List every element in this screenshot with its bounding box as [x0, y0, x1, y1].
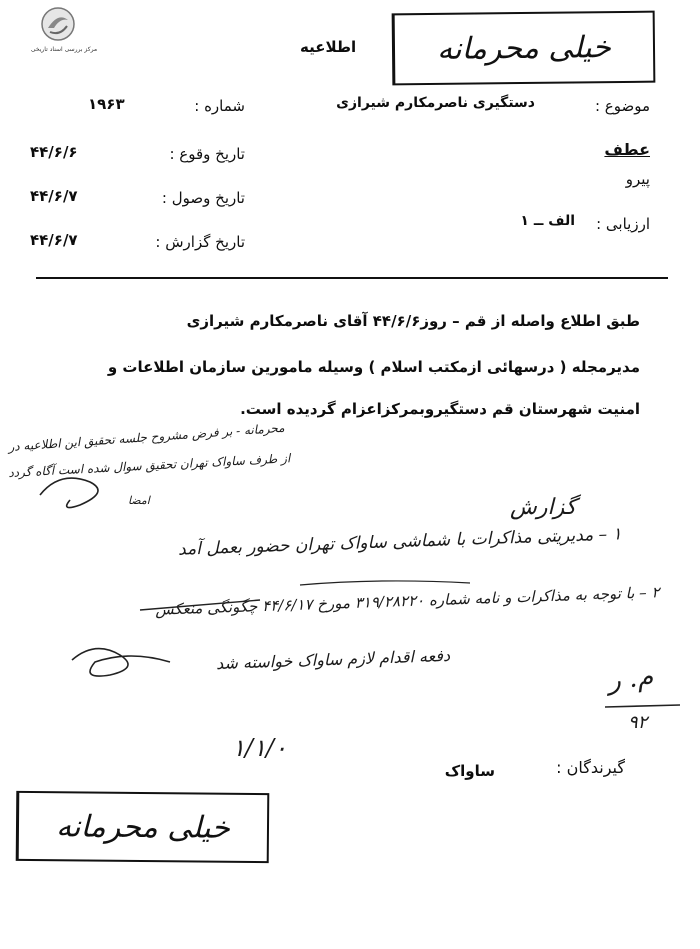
recipients-label: گیرندگان : — [556, 758, 625, 777]
handwritten-initials-number: ۹۲ — [628, 712, 648, 733]
margin-note-line-2: از طرف ساواک تهران تحقیق سوال شده است آگاه گردد — [8, 451, 291, 480]
body-line-1: طبق اطلاع واصله از قم – روز۴۴/۶/۶ آقای ناصرمکارم شیرازی — [186, 312, 640, 330]
margin-note-signature: امضا — [128, 494, 150, 507]
body-line-2: مدیرمجله ( درسهائی ازمکتب اسلام ) وسیله مامورین سازمان اطلاعات و — [107, 358, 640, 376]
handwritten-heading: گزارش — [510, 495, 577, 520]
margin-note-line-1: محرمانه - بر فرض مشروح جلسه تحقیق این اطلاعیه در — [8, 420, 285, 454]
date-report-value: ۴۴/۶/۷ — [30, 231, 78, 249]
date-received-value: ۴۴/۶/۷ — [30, 187, 78, 205]
number-label: شماره : — [194, 97, 245, 115]
handwritten-date-scrawl: ۱/۱/۰ — [232, 734, 287, 762]
date-event-label: تاریخ وقوع : — [169, 145, 245, 163]
confidential-stamp-bottom: خیلی محرمانه — [16, 791, 270, 863]
ref-label: عطف — [604, 140, 650, 159]
date-received-label: تاریخ وصول : — [161, 189, 245, 207]
doc-type: اطلاعیه — [300, 38, 357, 56]
date-event-value: ۴۴/۶/۶ — [30, 143, 78, 161]
recipients-value: ساواک — [444, 762, 495, 780]
body-line-3: امنیت شهرستان قم دستگیروبمرکزاعزام گردیده است. — [240, 400, 640, 418]
number-value: ۱۹۶۳ — [88, 95, 125, 113]
handwritten-initials: م. ر — [606, 661, 655, 697]
date-report-label: تاریخ گزارش : — [155, 233, 245, 251]
archive-logo-text: مرکز بررسی اسناد تاریخی — [30, 46, 98, 53]
evaluation-value: الف ــ ۱ — [520, 213, 575, 229]
subject-value: دستگیری ناصرمکارم شیرازی — [336, 95, 535, 111]
handwritten-item-2: ۲ – با توجه به مذاکرات و نامه شماره ۳۱۹/۲۸۲۲۰ مورخ ۴۴/۶/۱۷ چگونگی منعکس — [155, 583, 661, 619]
handwritten-item-2-continued: دفعه اقدام لازم ساواک خواسته شد — [215, 645, 451, 674]
evaluation-label: ارزیابی : — [596, 215, 650, 233]
confidential-stamp-top: خیلی محرمانه — [392, 11, 656, 86]
handwritten-item-1: ۱ – مدیریتی مذاکرات با شماشی ساواک تهران حضور بعمل آمد — [178, 524, 623, 560]
followup-label: پیرو — [625, 170, 650, 188]
subject-label: موضوع : — [594, 97, 650, 115]
